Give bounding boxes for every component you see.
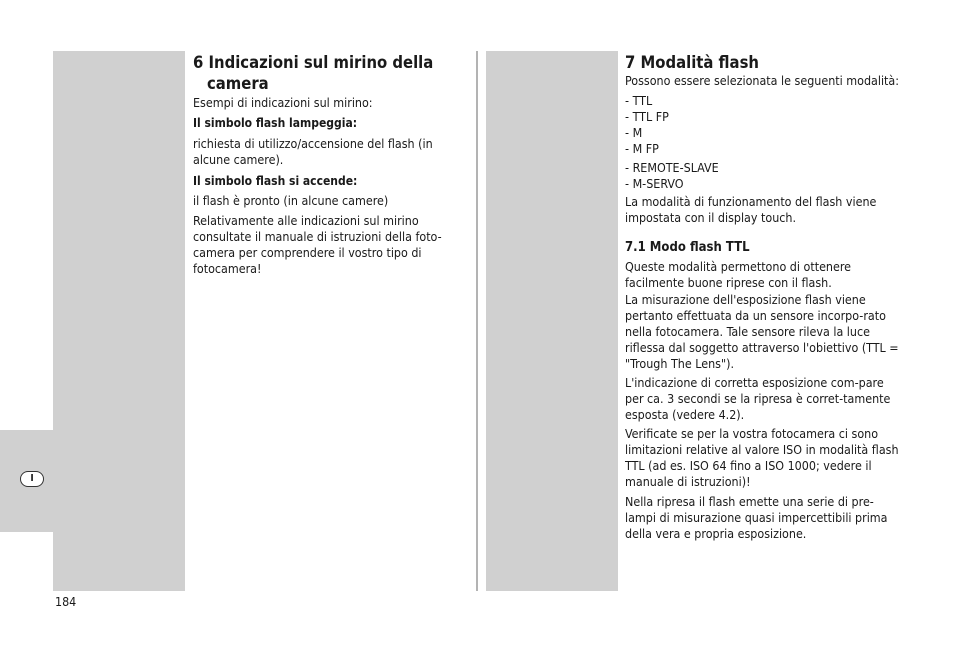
mode-item: - M FP xyxy=(625,141,659,156)
ttl-paragraph-4: Verificate se per la vostra fotocamera ci sono limitazioni relative al valore ISO in modalità flash TTL (ad es. ISO 64 fino a ISO 1000; vedere il manuale di istruzioni)! xyxy=(625,426,899,489)
viewfinder-intro: Esempi di indicazioni sul mirino: xyxy=(193,95,373,110)
flash-lit-text: il flash è pronto (in alcune camere) xyxy=(193,193,389,208)
modes-note: La modalità di funzionamento del flash viene impostata con il display touch. xyxy=(625,194,877,225)
page-number: 184 xyxy=(55,594,77,609)
mode-item: - TTL xyxy=(625,93,653,108)
language-tab-badge: I xyxy=(20,471,44,487)
flash-blinking-text: richiesta di utilizzo/accensione del flash (in alcune camere). xyxy=(193,136,433,167)
mode-item: - M-SERVO xyxy=(625,176,684,191)
column-divider xyxy=(476,51,478,591)
ttl-paragraph-3: L'indicazione di corretta esposizione com-pare per ca. 3 secondi se la ripresa è corret-tamente esposta (vedere 4.2). xyxy=(625,375,891,422)
left-margin-band xyxy=(53,51,185,591)
viewfinder-manual-note: Relativamente alle indicazioni sul mirino consultate il manuale di istruzioni della foto-camera per comprendere il vostro tipo di fotocamera! xyxy=(193,213,442,276)
mode-item: - REMOTE-SLAVE xyxy=(625,160,719,175)
mode-item: - TTL FP xyxy=(625,109,669,124)
left-column xyxy=(193,52,465,277)
mode-item: - M xyxy=(625,125,643,140)
flash-mode-list xyxy=(625,93,900,192)
modes-intro: Possono essere selezionata le seguenti modalità: xyxy=(625,73,900,88)
flash-blinking-subheading: Il simbolo flash lampeggia: xyxy=(193,116,358,130)
right-margin-band xyxy=(486,51,618,591)
ttl-paragraph-1: Queste modalità permettono di ottenere facilmente buone riprese con il flash. xyxy=(625,259,852,290)
ttl-paragraph-5: Nella ripresa il flash emette una serie di pre-lampi di misurazione quasi impercettibili prima della vera e propria esposizione. xyxy=(625,494,888,541)
section-7-heading: 7 Modalità flash xyxy=(625,53,759,72)
section-6-heading: 6 Indicazioni sul mirino della camera xyxy=(193,53,434,93)
right-column xyxy=(625,52,900,542)
flash-lit-subheading: Il simbolo flash si accende: xyxy=(193,174,358,188)
ttl-paragraph-2: La misurazione dell'esposizione flash viene pertanto effettuata da un sensore incorpo-rato nella fotocamera. Tale sensore rileva la luce riflessa dal soggetto attraverso l'obiettivo (TTL = "Trough The Lens"). xyxy=(625,292,899,371)
section-7-1-heading: 7.1 Modo flash TTL xyxy=(625,240,750,255)
